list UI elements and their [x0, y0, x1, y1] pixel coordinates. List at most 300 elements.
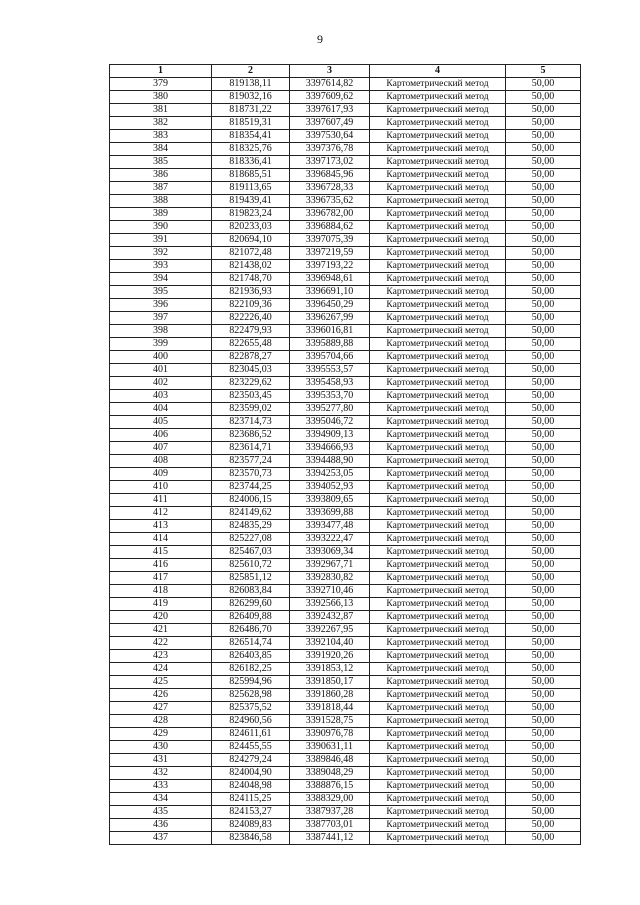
- precision-cell: 50,00: [506, 585, 581, 598]
- table-row: [110, 507, 581, 520]
- precision-cell: 50,00: [506, 754, 581, 767]
- table-row: [110, 468, 581, 481]
- x-coordinate-cell: 820233,03: [212, 221, 290, 234]
- table-row: [110, 663, 581, 676]
- x-coordinate-cell: 825375,52: [212, 702, 290, 715]
- point-number-cell: 383: [110, 130, 212, 143]
- y-coordinate-cell: 3394052,93: [290, 481, 370, 494]
- y-coordinate-cell: 3393069,34: [290, 546, 370, 559]
- precision-cell: 50,00: [506, 637, 581, 650]
- table-row: [110, 416, 581, 429]
- table-body: [110, 78, 581, 845]
- x-coordinate-cell: 823599,02: [212, 403, 290, 416]
- y-coordinate-cell: 3391818,44: [290, 702, 370, 715]
- point-number-cell: 413: [110, 520, 212, 533]
- column-header-3: 3: [290, 65, 370, 78]
- table-row: [110, 624, 581, 637]
- table-row: [110, 650, 581, 663]
- table-row: [110, 325, 581, 338]
- point-number-cell: 393: [110, 260, 212, 273]
- y-coordinate-cell: 3392104,40: [290, 637, 370, 650]
- x-coordinate-cell: 824048,98: [212, 780, 290, 793]
- y-coordinate-cell: 3396782,00: [290, 208, 370, 221]
- method-cell: Картометрический метод: [370, 130, 506, 143]
- x-coordinate-cell: 823614,71: [212, 442, 290, 455]
- table-row: [110, 351, 581, 364]
- table-row: [110, 234, 581, 247]
- table-row: [110, 572, 581, 585]
- table-row: [110, 195, 581, 208]
- table-row: [110, 442, 581, 455]
- x-coordinate-cell: 819138,11: [212, 78, 290, 91]
- table-row: [110, 182, 581, 195]
- x-coordinate-cell: 825628,98: [212, 689, 290, 702]
- column-header-4: 4: [370, 65, 506, 78]
- method-cell: Картометрический метод: [370, 195, 506, 208]
- method-cell: Картометрический метод: [370, 364, 506, 377]
- method-cell: Картометрический метод: [370, 533, 506, 546]
- method-cell: Картометрический метод: [370, 260, 506, 273]
- point-number-cell: 388: [110, 195, 212, 208]
- x-coordinate-cell: 819113,65: [212, 182, 290, 195]
- precision-cell: 50,00: [506, 429, 581, 442]
- precision-cell: 50,00: [506, 338, 581, 351]
- point-number-cell: 387: [110, 182, 212, 195]
- table-row: [110, 637, 581, 650]
- point-number-cell: 410: [110, 481, 212, 494]
- point-number-cell: 403: [110, 390, 212, 403]
- y-coordinate-cell: 3392267,95: [290, 624, 370, 637]
- method-cell: Картометрический метод: [370, 767, 506, 780]
- method-cell: Картометрический метод: [370, 754, 506, 767]
- y-coordinate-cell: 3391528,75: [290, 715, 370, 728]
- y-coordinate-cell: 3397193,22: [290, 260, 370, 273]
- y-coordinate-cell: 3394488,90: [290, 455, 370, 468]
- table-row: [110, 208, 581, 221]
- x-coordinate-cell: 823744,25: [212, 481, 290, 494]
- y-coordinate-cell: 3397617,93: [290, 104, 370, 117]
- x-coordinate-cell: 824279,24: [212, 754, 290, 767]
- precision-cell: 50,00: [506, 78, 581, 91]
- y-coordinate-cell: 3397614,82: [290, 78, 370, 91]
- precision-cell: 50,00: [506, 715, 581, 728]
- precision-cell: 50,00: [506, 546, 581, 559]
- y-coordinate-cell: 3390976,78: [290, 728, 370, 741]
- table-row: [110, 793, 581, 806]
- y-coordinate-cell: 3391853,12: [290, 663, 370, 676]
- table-header-row: [110, 65, 581, 78]
- x-coordinate-cell: 825610,72: [212, 559, 290, 572]
- method-cell: Картометрический метод: [370, 286, 506, 299]
- table-row: [110, 728, 581, 741]
- point-number-cell: 417: [110, 572, 212, 585]
- y-coordinate-cell: 3393222,47: [290, 533, 370, 546]
- table-row: [110, 299, 581, 312]
- method-cell: Картометрический метод: [370, 819, 506, 832]
- point-number-cell: 435: [110, 806, 212, 819]
- x-coordinate-cell: 818519,31: [212, 117, 290, 130]
- method-cell: Картометрический метод: [370, 247, 506, 260]
- table-row: [110, 598, 581, 611]
- y-coordinate-cell: 3391850,17: [290, 676, 370, 689]
- table-row: [110, 702, 581, 715]
- y-coordinate-cell: 3387703,01: [290, 819, 370, 832]
- y-coordinate-cell: 3396016,81: [290, 325, 370, 338]
- x-coordinate-cell: 824115,25: [212, 793, 290, 806]
- method-cell: Картометрический метод: [370, 104, 506, 117]
- method-cell: Картометрический метод: [370, 494, 506, 507]
- table-row: [110, 156, 581, 169]
- y-coordinate-cell: 3392710,46: [290, 585, 370, 598]
- x-coordinate-cell: 824149,62: [212, 507, 290, 520]
- y-coordinate-cell: 3394253,05: [290, 468, 370, 481]
- y-coordinate-cell: 3393477,48: [290, 520, 370, 533]
- x-coordinate-cell: 824455,55: [212, 741, 290, 754]
- y-coordinate-cell: 3395553,57: [290, 364, 370, 377]
- table-row: [110, 676, 581, 689]
- y-coordinate-cell: 3392566,13: [290, 598, 370, 611]
- point-number-cell: 391: [110, 234, 212, 247]
- y-coordinate-cell: 3388876,15: [290, 780, 370, 793]
- precision-cell: 50,00: [506, 169, 581, 182]
- x-coordinate-cell: 826083,84: [212, 585, 290, 598]
- method-cell: Картометрический метод: [370, 442, 506, 455]
- table-row: [110, 806, 581, 819]
- x-coordinate-cell: 823045,03: [212, 364, 290, 377]
- method-cell: Картометрический метод: [370, 390, 506, 403]
- point-number-cell: 381: [110, 104, 212, 117]
- table-row: [110, 338, 581, 351]
- y-coordinate-cell: 3396735,62: [290, 195, 370, 208]
- point-number-cell: 402: [110, 377, 212, 390]
- y-coordinate-cell: 3392967,71: [290, 559, 370, 572]
- precision-cell: 50,00: [506, 624, 581, 637]
- x-coordinate-cell: 824153,27: [212, 806, 290, 819]
- point-number-cell: 394: [110, 273, 212, 286]
- column-header-5: 5: [506, 65, 581, 78]
- x-coordinate-cell: 826182,25: [212, 663, 290, 676]
- table-row: [110, 715, 581, 728]
- method-cell: Картометрический метод: [370, 377, 506, 390]
- precision-cell: 50,00: [506, 455, 581, 468]
- method-cell: Картометрический метод: [370, 637, 506, 650]
- method-cell: Картометрический метод: [370, 299, 506, 312]
- x-coordinate-cell: 818731,22: [212, 104, 290, 117]
- method-cell: Картометрический метод: [370, 143, 506, 156]
- point-number-cell: 408: [110, 455, 212, 468]
- y-coordinate-cell: 3395046,72: [290, 416, 370, 429]
- point-number-cell: 430: [110, 741, 212, 754]
- x-coordinate-cell: 826486,70: [212, 624, 290, 637]
- table-row: [110, 169, 581, 182]
- x-coordinate-cell: 824611,61: [212, 728, 290, 741]
- precision-cell: 50,00: [506, 312, 581, 325]
- method-cell: Картометрический метод: [370, 117, 506, 130]
- point-number-cell: 411: [110, 494, 212, 507]
- method-cell: Картометрический метод: [370, 559, 506, 572]
- method-cell: Картометрический метод: [370, 234, 506, 247]
- x-coordinate-cell: 825227,08: [212, 533, 290, 546]
- point-number-cell: 382: [110, 117, 212, 130]
- table-row: [110, 689, 581, 702]
- table-row: [110, 78, 581, 91]
- y-coordinate-cell: 3395704,66: [290, 351, 370, 364]
- table-row: [110, 91, 581, 104]
- x-coordinate-cell: 823714,73: [212, 416, 290, 429]
- method-cell: Картометрический метод: [370, 572, 506, 585]
- y-coordinate-cell: 3390631,11: [290, 741, 370, 754]
- x-coordinate-cell: 819439,41: [212, 195, 290, 208]
- precision-cell: 50,00: [506, 377, 581, 390]
- method-cell: Картометрический метод: [370, 169, 506, 182]
- point-number-cell: 407: [110, 442, 212, 455]
- point-number-cell: 433: [110, 780, 212, 793]
- y-coordinate-cell: 3387937,28: [290, 806, 370, 819]
- method-cell: Картометрический метод: [370, 208, 506, 221]
- y-coordinate-cell: 3397607,49: [290, 117, 370, 130]
- y-coordinate-cell: 3389846,48: [290, 754, 370, 767]
- method-cell: Картометрический метод: [370, 312, 506, 325]
- method-cell: Картометрический метод: [370, 598, 506, 611]
- x-coordinate-cell: 823229,62: [212, 377, 290, 390]
- point-number-cell: 431: [110, 754, 212, 767]
- x-coordinate-cell: 823503,45: [212, 390, 290, 403]
- x-coordinate-cell: 825994,96: [212, 676, 290, 689]
- table-row: [110, 377, 581, 390]
- point-number-cell: 424: [110, 663, 212, 676]
- method-cell: Картометрический метод: [370, 793, 506, 806]
- method-cell: Картометрический метод: [370, 546, 506, 559]
- precision-cell: 50,00: [506, 351, 581, 364]
- y-coordinate-cell: 3389048,29: [290, 767, 370, 780]
- y-coordinate-cell: 3397530,64: [290, 130, 370, 143]
- table-row: [110, 260, 581, 273]
- table-row: [110, 455, 581, 468]
- precision-cell: 50,00: [506, 247, 581, 260]
- table-row: [110, 780, 581, 793]
- precision-cell: 50,00: [506, 442, 581, 455]
- x-coordinate-cell: 826403,85: [212, 650, 290, 663]
- x-coordinate-cell: 822109,36: [212, 299, 290, 312]
- precision-cell: 50,00: [506, 273, 581, 286]
- x-coordinate-cell: 824006,15: [212, 494, 290, 507]
- method-cell: Картометрический метод: [370, 182, 506, 195]
- point-number-cell: 416: [110, 559, 212, 572]
- precision-cell: 50,00: [506, 520, 581, 533]
- x-coordinate-cell: 824089,83: [212, 819, 290, 832]
- method-cell: Картометрический метод: [370, 689, 506, 702]
- point-number-cell: 398: [110, 325, 212, 338]
- precision-cell: 50,00: [506, 598, 581, 611]
- y-coordinate-cell: 3396691,10: [290, 286, 370, 299]
- x-coordinate-cell: 818325,76: [212, 143, 290, 156]
- x-coordinate-cell: 818336,41: [212, 156, 290, 169]
- point-number-cell: 436: [110, 819, 212, 832]
- point-number-cell: 406: [110, 429, 212, 442]
- x-coordinate-cell: 823686,52: [212, 429, 290, 442]
- method-cell: Картометрический метод: [370, 832, 506, 845]
- point-number-cell: 401: [110, 364, 212, 377]
- point-number-cell: 405: [110, 416, 212, 429]
- precision-cell: 50,00: [506, 195, 581, 208]
- y-coordinate-cell: 3387441,12: [290, 832, 370, 845]
- point-number-cell: 412: [110, 507, 212, 520]
- table-row: [110, 429, 581, 442]
- x-coordinate-cell: 821072,48: [212, 247, 290, 260]
- method-cell: Картометрический метод: [370, 91, 506, 104]
- table-row: [110, 585, 581, 598]
- y-coordinate-cell: 3394666,93: [290, 442, 370, 455]
- method-cell: Картометрический метод: [370, 403, 506, 416]
- precision-cell: 50,00: [506, 117, 581, 130]
- x-coordinate-cell: 821936,93: [212, 286, 290, 299]
- point-number-cell: 379: [110, 78, 212, 91]
- x-coordinate-cell: 824004,90: [212, 767, 290, 780]
- point-number-cell: 386: [110, 169, 212, 182]
- point-number-cell: 434: [110, 793, 212, 806]
- point-number-cell: 425: [110, 676, 212, 689]
- precision-cell: 50,00: [506, 572, 581, 585]
- table-row: [110, 364, 581, 377]
- point-number-cell: 428: [110, 715, 212, 728]
- precision-cell: 50,00: [506, 559, 581, 572]
- point-number-cell: 437: [110, 832, 212, 845]
- point-number-cell: 385: [110, 156, 212, 169]
- precision-cell: 50,00: [506, 468, 581, 481]
- y-coordinate-cell: 3397075,39: [290, 234, 370, 247]
- point-number-cell: 429: [110, 728, 212, 741]
- x-coordinate-cell: 818685,51: [212, 169, 290, 182]
- precision-cell: 50,00: [506, 234, 581, 247]
- x-coordinate-cell: 823577,24: [212, 455, 290, 468]
- y-coordinate-cell: 3396267,99: [290, 312, 370, 325]
- method-cell: Картометрический метод: [370, 611, 506, 624]
- table-row: [110, 481, 581, 494]
- table-row: [110, 767, 581, 780]
- table-row: [110, 247, 581, 260]
- method-cell: Картометрический метод: [370, 741, 506, 754]
- precision-cell: 50,00: [506, 611, 581, 624]
- x-coordinate-cell: 823570,73: [212, 468, 290, 481]
- x-coordinate-cell: 826514,74: [212, 637, 290, 650]
- precision-cell: 50,00: [506, 260, 581, 273]
- point-number-cell: 420: [110, 611, 212, 624]
- y-coordinate-cell: 3396845,96: [290, 169, 370, 182]
- method-cell: Картометрический метод: [370, 221, 506, 234]
- point-number-cell: 395: [110, 286, 212, 299]
- precision-cell: 50,00: [506, 741, 581, 754]
- x-coordinate-cell: 823846,58: [212, 832, 290, 845]
- table-row: [110, 221, 581, 234]
- table-row: [110, 273, 581, 286]
- point-number-cell: 418: [110, 585, 212, 598]
- precision-cell: 50,00: [506, 507, 581, 520]
- x-coordinate-cell: 826299,60: [212, 598, 290, 611]
- method-cell: Картометрический метод: [370, 585, 506, 598]
- x-coordinate-cell: 820694,10: [212, 234, 290, 247]
- point-number-cell: 415: [110, 546, 212, 559]
- y-coordinate-cell: 3397173,02: [290, 156, 370, 169]
- precision-cell: 50,00: [506, 663, 581, 676]
- table-row: [110, 312, 581, 325]
- y-coordinate-cell: 3397219,59: [290, 247, 370, 260]
- column-header-2: 2: [212, 65, 290, 78]
- table-row: [110, 832, 581, 845]
- precision-cell: 50,00: [506, 767, 581, 780]
- precision-cell: 50,00: [506, 689, 581, 702]
- table-row: [110, 104, 581, 117]
- x-coordinate-cell: 824960,56: [212, 715, 290, 728]
- precision-cell: 50,00: [506, 390, 581, 403]
- table-row: [110, 754, 581, 767]
- point-number-cell: 400: [110, 351, 212, 364]
- x-coordinate-cell: 826409,88: [212, 611, 290, 624]
- precision-cell: 50,00: [506, 299, 581, 312]
- point-number-cell: 384: [110, 143, 212, 156]
- table-row: [110, 117, 581, 130]
- precision-cell: 50,00: [506, 533, 581, 546]
- y-coordinate-cell: 3396450,29: [290, 299, 370, 312]
- point-number-cell: 427: [110, 702, 212, 715]
- table-row: [110, 559, 581, 572]
- table-row: [110, 819, 581, 832]
- x-coordinate-cell: 824835,29: [212, 520, 290, 533]
- y-coordinate-cell: 3391920,26: [290, 650, 370, 663]
- table-row: [110, 741, 581, 754]
- point-number-cell: 423: [110, 650, 212, 663]
- point-number-cell: 419: [110, 598, 212, 611]
- y-coordinate-cell: 3392432,87: [290, 611, 370, 624]
- method-cell: Картометрический метод: [370, 455, 506, 468]
- method-cell: Картометрический метод: [370, 650, 506, 663]
- precision-cell: 50,00: [506, 208, 581, 221]
- precision-cell: 50,00: [506, 650, 581, 663]
- point-number-cell: 380: [110, 91, 212, 104]
- y-coordinate-cell: 3391860,28: [290, 689, 370, 702]
- x-coordinate-cell: 818354,41: [212, 130, 290, 143]
- precision-cell: 50,00: [506, 403, 581, 416]
- precision-cell: 50,00: [506, 481, 581, 494]
- table-row: [110, 130, 581, 143]
- method-cell: Картометрический метод: [370, 728, 506, 741]
- precision-cell: 50,00: [506, 364, 581, 377]
- point-number-cell: 399: [110, 338, 212, 351]
- method-cell: Картометрический метод: [370, 676, 506, 689]
- table-row: [110, 494, 581, 507]
- precision-cell: 50,00: [506, 104, 581, 117]
- point-number-cell: 414: [110, 533, 212, 546]
- method-cell: Картометрический метод: [370, 780, 506, 793]
- x-coordinate-cell: 819823,24: [212, 208, 290, 221]
- method-cell: Картометрический метод: [370, 624, 506, 637]
- table-row: [110, 286, 581, 299]
- point-number-cell: 396: [110, 299, 212, 312]
- point-number-cell: 397: [110, 312, 212, 325]
- y-coordinate-cell: 3396948,61: [290, 273, 370, 286]
- table-row: [110, 520, 581, 533]
- precision-cell: 50,00: [506, 793, 581, 806]
- point-number-cell: 421: [110, 624, 212, 637]
- point-number-cell: 409: [110, 468, 212, 481]
- table-row: [110, 533, 581, 546]
- precision-cell: 50,00: [506, 325, 581, 338]
- method-cell: Картометрический метод: [370, 429, 506, 442]
- y-coordinate-cell: 3395277,80: [290, 403, 370, 416]
- precision-cell: 50,00: [506, 91, 581, 104]
- precision-cell: 50,00: [506, 156, 581, 169]
- method-cell: Картометрический метод: [370, 416, 506, 429]
- point-number-cell: 432: [110, 767, 212, 780]
